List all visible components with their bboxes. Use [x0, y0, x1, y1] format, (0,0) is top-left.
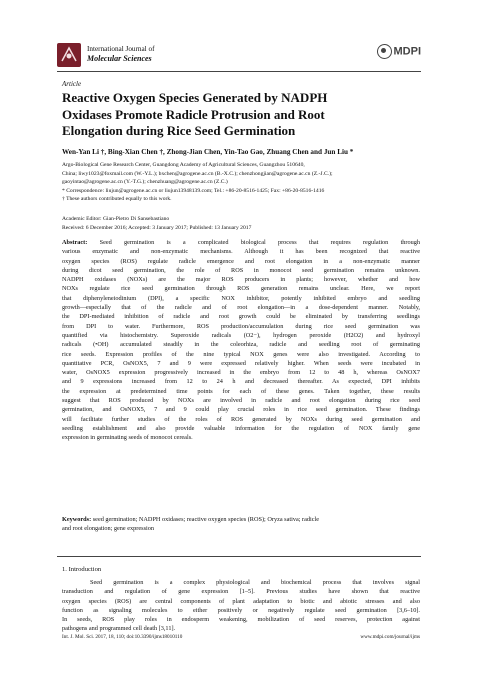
section-heading: 1. Introduction — [62, 566, 102, 573]
abstract-line: suggest that ROS produced by NOXs are involved in radicle and root elongation during rice seed — [62, 397, 420, 405]
intro-line: function as signaling molecules to either positively or negatively regulate seed germination [3,6–10]. — [62, 606, 420, 614]
affiliation-line: China; liwy1023@foxmail.com (W.-Y.L.); bxchen@agrogene.ac.cn (B.-X.C.); chenzhongjian@agrogene.ac.cn (Z.-J.C.); — [62, 170, 333, 177]
intro-line: In seeds, ROS play roles in endosperm weakening, mobilization of seed reserves, protection against — [62, 616, 420, 624]
intro-line: oxygen species (ROS) are central components of plant adaptation to biotic and abiotic stresses and also — [62, 597, 420, 605]
abstract-line: during dicot seed germination, the role of ROS in monocot seed germination remains unknown. — [62, 266, 420, 274]
affiliations — [62, 161, 422, 204]
equal-contribution-note: † These authors contributed equally to this work. — [62, 196, 172, 203]
abstract-line: rice seeds. Expression profiles of the nine typical NOX genes were also investigated. According to — [62, 350, 420, 358]
journal-name — [87, 45, 154, 63]
journal-header — [57, 43, 421, 69]
abstract-label: Abstract: — [62, 239, 88, 246]
abstract-line: from DPI to water. Furthermore, ROS production/accumulation during rice seed germination was — [62, 322, 420, 330]
abstract-line: growth—especially that of the radicle and of root elongation—in a dose-dependent manner. Notably, — [62, 304, 420, 312]
abstract — [62, 238, 420, 443]
title-line: Reactive Oxygen Species Generated by NADPH — [62, 90, 328, 105]
abstract-line: that diphenyleneiodinium (DPI), a specific NOX inhibitor, potently inhibited embryo and seedling — [62, 294, 420, 302]
section-divider — [57, 556, 421, 557]
abstract-line: seedling establishment and also provide valuable information for the regulation of NOX family gene — [62, 424, 420, 432]
publisher-name: MDPI — [393, 45, 421, 58]
abstract-line: germination, and OsNOX5, 7 and 9 could play crucial roles in rice seed germination. These findings — [62, 406, 420, 414]
mdpi-logo — [377, 44, 422, 59]
keywords-line: Keywords: seed germination; NADPH oxidases; reactive oxygen species (ROS); Oryza sativa; radicle — [62, 516, 320, 523]
abstract-line: Abstract: Seed germination is a complicated biological process that requires regulation through — [62, 239, 420, 246]
abstract-line: NADPH oxidases (NOXs) are the major ROS producers in plants; however, whether and how — [62, 276, 420, 284]
mdpi-badge-icon — [377, 44, 392, 59]
abstract-line: the expression at predetermined time points for each of these genes. Taken together, these results — [62, 387, 420, 395]
citation: Int. J. Mol. Sci. 2017, 18, 110; doi:10.3390/ijms18010110 — [62, 634, 183, 640]
journal-name-line1: International Journal of — [87, 45, 155, 53]
introduction-text — [62, 578, 420, 634]
author-list: Wen-Yan Li †, Bing-Xian Chen †, Zhong-Jian Chen, Yin-Tao Gao, Zhuang Chen and Jun Liu * — [62, 148, 354, 156]
abstract-line: radicals (•OH) accumulated steadily in the coleorhiza, radicle and seedling root of germinating — [62, 341, 420, 349]
abstract-line: quantified via histochemistry. Superoxide radicals (O2−), hydrogen peroxide (H2O2) and hydroxyl — [62, 331, 420, 339]
affiliation-line: Argo-Biological Gene Research Center, Guangdong Academy of Agricultural Sciences, Guangzhou 510640, — [62, 162, 305, 168]
abstract-line: and 9 expressions increased from 12 to 24 h and decreased thereafter. As expected, DPI inhibits — [62, 378, 420, 386]
affiliation-line: gaoyintao@agrogene.ac.cn (Y.-T.G.); chenzhuang@agrogene.ac.cn (Z.C.) — [62, 179, 228, 186]
header-divider — [57, 71, 421, 72]
abstract-line: various enzymatic and non-enzymatic mechanisms. Although it has been recognized that reactive — [62, 248, 420, 256]
academic-editor: Academic Editor: Gian-Pietro Di Sansebastiano — [62, 216, 170, 222]
keywords-label: Keywords: — [62, 516, 92, 523]
intro-line: pathogens and programmed cell death [3,11]. — [62, 625, 176, 633]
journal-name-line2: Molecular Sciences — [87, 54, 152, 63]
intro-line: Seed germination is a complex physiological and biochemical process that involves signal — [90, 579, 420, 586]
article-dates — [62, 215, 422, 232]
intro-line: transduction and regulation of gene expression [1–5]. Previous studies have shown that reactive — [62, 588, 420, 596]
publication-dates: Received: 6 December 2016; Accepted: 3 January 2017; Published: 13 January 2017 — [62, 224, 252, 231]
keywords-line: and root elongation; gene expression — [62, 525, 154, 533]
keywords — [62, 515, 420, 534]
article-title — [62, 90, 422, 140]
abstract-line: quantitative PCR, OsNOX5, 7 and 9 were expressed relatively higher. When seeds were incubated in — [62, 359, 420, 367]
journal-url[interactable]: www.mdpi.com/journal/ijms — [360, 634, 420, 640]
abstract-line: expression in germinating seeds of monocot cereals. — [62, 434, 193, 442]
title-line: Elongation during Rice Seed Germination — [62, 123, 296, 138]
abstract-line: the DPI-mediated inhibition of radicle and root growth could be eliminated by transferring seedlings — [62, 313, 420, 321]
abstract-line: water, OsNOX5 expression progressively increased in the embryo from 12 to 48 h, whereas OsNOX7 — [62, 369, 420, 377]
correspondence-line: * Correspondence: liujun@agrogene.ac.cn or liujun13948139.com; Tel.: +86-20-8516-1425; Fax: +86-20-8516-1416 — [62, 187, 325, 194]
abstract-line: oxygen species (ROS) regulate radicle emergence and root elongation in a non-enzymatic manner — [62, 257, 420, 265]
article-type: Article — [62, 80, 82, 88]
abstract-line: will facilitate further studies of the roles of ROS generated by NOXs during seed germination and — [62, 415, 420, 423]
journal-logo-icon — [57, 43, 81, 67]
abstract-line: NOXs regulate rice seed germination through ROS generation remains unclear. Here, we report — [62, 285, 420, 293]
title-line: Oxidases Promote Radicle Protrusion and Root — [62, 106, 325, 122]
